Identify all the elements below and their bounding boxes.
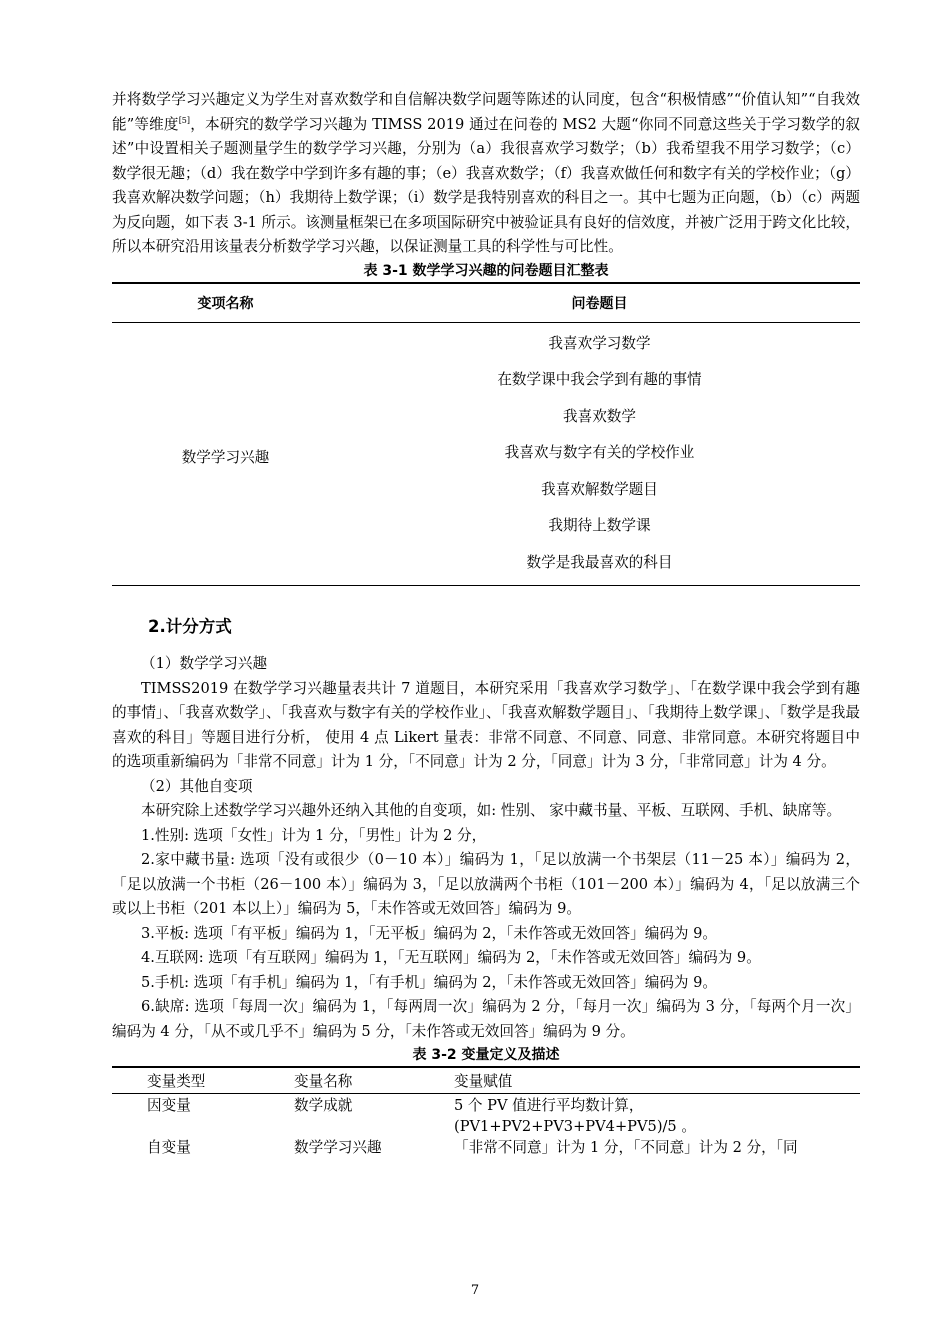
table-3-1: [112, 282, 860, 587]
table1-item: 我喜欢与数字有关的学校作业: [504, 444, 695, 461]
other-vars-paragraph: 本研究除上述数学学习兴趣外还纳入其他的自变项，如: 性别、 家中藏书量、平板、互联网、手机、缺席等。: [141, 802, 842, 819]
table2-header-value: 变量赋值: [454, 1067, 860, 1094]
table1-caption: 表 3-1 数学学习兴趣的问卷题目汇整表: [363, 262, 609, 279]
coding-item-internet: 4.互联网: 选项「有互联网」编码为 1，「无互联网」编码为 2，「未作答或无效回答」编码为 9。: [141, 949, 761, 966]
section-heading: 2.计分方式: [148, 617, 232, 636]
table1-item: 在数学课中我会学到有趣的事情: [497, 371, 702, 388]
coding-item-phone: 5.手机: 选项「有手机」编码为 1，「有手机」编码为 2，「未作答或无效回答」编码为 9。: [141, 973, 718, 991]
scoring-paragraph: TIMSS2019 在数学学习兴趣量表共计 7 道题目，本研究采用「我喜欢学习数学」、「在数学课中我会学到有趣的事情」、「我喜欢数学」、「我喜欢与数字有关的学校作业」、「我喜欢解数学题目」、「我期待上数学课」、「数学是我最喜欢的科目」等题目进行分析， 使用 4 点 Likert 量表：非常不同意、不同意、同意、非常同意。本研究将题目中的选项重新编码为「非常不同意」计为 1 分，「不同意」计为 2 分，「同意」计为 3 分，「非常同意」计为 4 分。: [112, 679, 860, 770]
page-number: 7: [470, 1283, 480, 1298]
table1-header-variable: 变项名称: [112, 283, 339, 323]
coding-item-tablet: 3.平板: 选项「有平板」编码为 1，「无平板」编码为 2，「未作答或无效回答」编码为 9。: [141, 924, 718, 942]
table-row: 自变量 数学学习兴趣 「非常不同意」计为 1 分，「不同意」计为 2 分，「同: [147, 1139, 798, 1156]
page-body: [112, 88, 860, 1161]
coding-item-absence: 6.缺席: 选项「每周一次」编码为 1，「每两周一次」编码为 2 分，「每月一次」编码为 3 分，「每两个月一次」编码为 4 分，「从不或几乎不」编码为 5 分，「未作答或无效回答」编码为 9 分。: [112, 998, 860, 1040]
table2-header-name: 变量名称: [294, 1067, 454, 1094]
subsection-title: （2）其他自变项: [141, 777, 253, 795]
table2-caption: 表 3-2 变量定义及描述: [412, 1047, 560, 1063]
table1-item: 我喜欢学习数学: [548, 334, 651, 352]
table-row: 因变量 数学成就 5 个 PV 值进行平均数计算，(PV1+PV2+PV3+PV4+PV5)/5 。: [147, 1097, 696, 1135]
table1-header-items: 问卷题目: [339, 283, 860, 323]
subsection-title: （1）数学学习兴趣: [141, 655, 268, 672]
citation-ref[interactable]: [5]: [178, 115, 191, 125]
table1-item: 数学是我最喜欢的科目: [526, 553, 673, 571]
table2-header-type: 变量类型: [112, 1067, 294, 1094]
table1-items-cell: [339, 322, 860, 586]
table1-item: 我喜欢数学: [563, 407, 636, 425]
coding-item-books: 2.家中藏书量: 选项「没有或很少（0－10 本）」编码为 1，「足以放满一个书架层（11－25 本）」编码为 2，「足以放满一个书柜（26－100 本）」编码为 3，「足以放满两个书柜（101－200 本）」编码为 4，「足以放满三个或以上书柜（201 本以上）」编码为 5，「未作答或无效回答」编码为 9。: [112, 851, 860, 917]
table-3-2: [112, 1066, 860, 1161]
table1-item: 我期待上数学课: [548, 517, 651, 534]
table1-item: 我喜欢解数学题目: [541, 480, 658, 498]
intro-paragraph: 并将数学学习兴趣定义为学生对喜欢数学和自信解决数学问题等陈述的认同度，包含“积极情感”“价值认知”“自我效能”等维度[5]，本研究的数学学习兴趣为 TIMSS 2019 通过在问卷的 MS2 大题“你同不同意这些关于学习数学的叙述”中设置相关子题测量学生的数学学习兴趣，分别为（a）我很喜欢学习数学；（b）我希望我不用学习数学；（c）数学很无趣；（d）我在数学中学到许多有趣的事；（e）我喜欢数学；（f）我喜欢做任何和数字有关的学校作业；（g）我喜欢解决数学问题；（h）我期待上数学课；（i）数学是我特别喜欢的科目之一。其中七题为正向题，（b）（c）两题为反向题，如下表 3-1 所示。该测量框架已在多项国际研究中被验证具有良好的信效度，并被广泛用于跨文化比较，所以本研究沿用该量表分析数学学习兴趣，以保证测量工具的科学性与可比性。: [112, 91, 860, 255]
coding-item-gender: 1.性别: 选项「女性」计为 1 分，「男性」计为 2 分，: [141, 826, 487, 844]
table1-variable-name: 数学学习兴趣: [181, 448, 270, 466]
